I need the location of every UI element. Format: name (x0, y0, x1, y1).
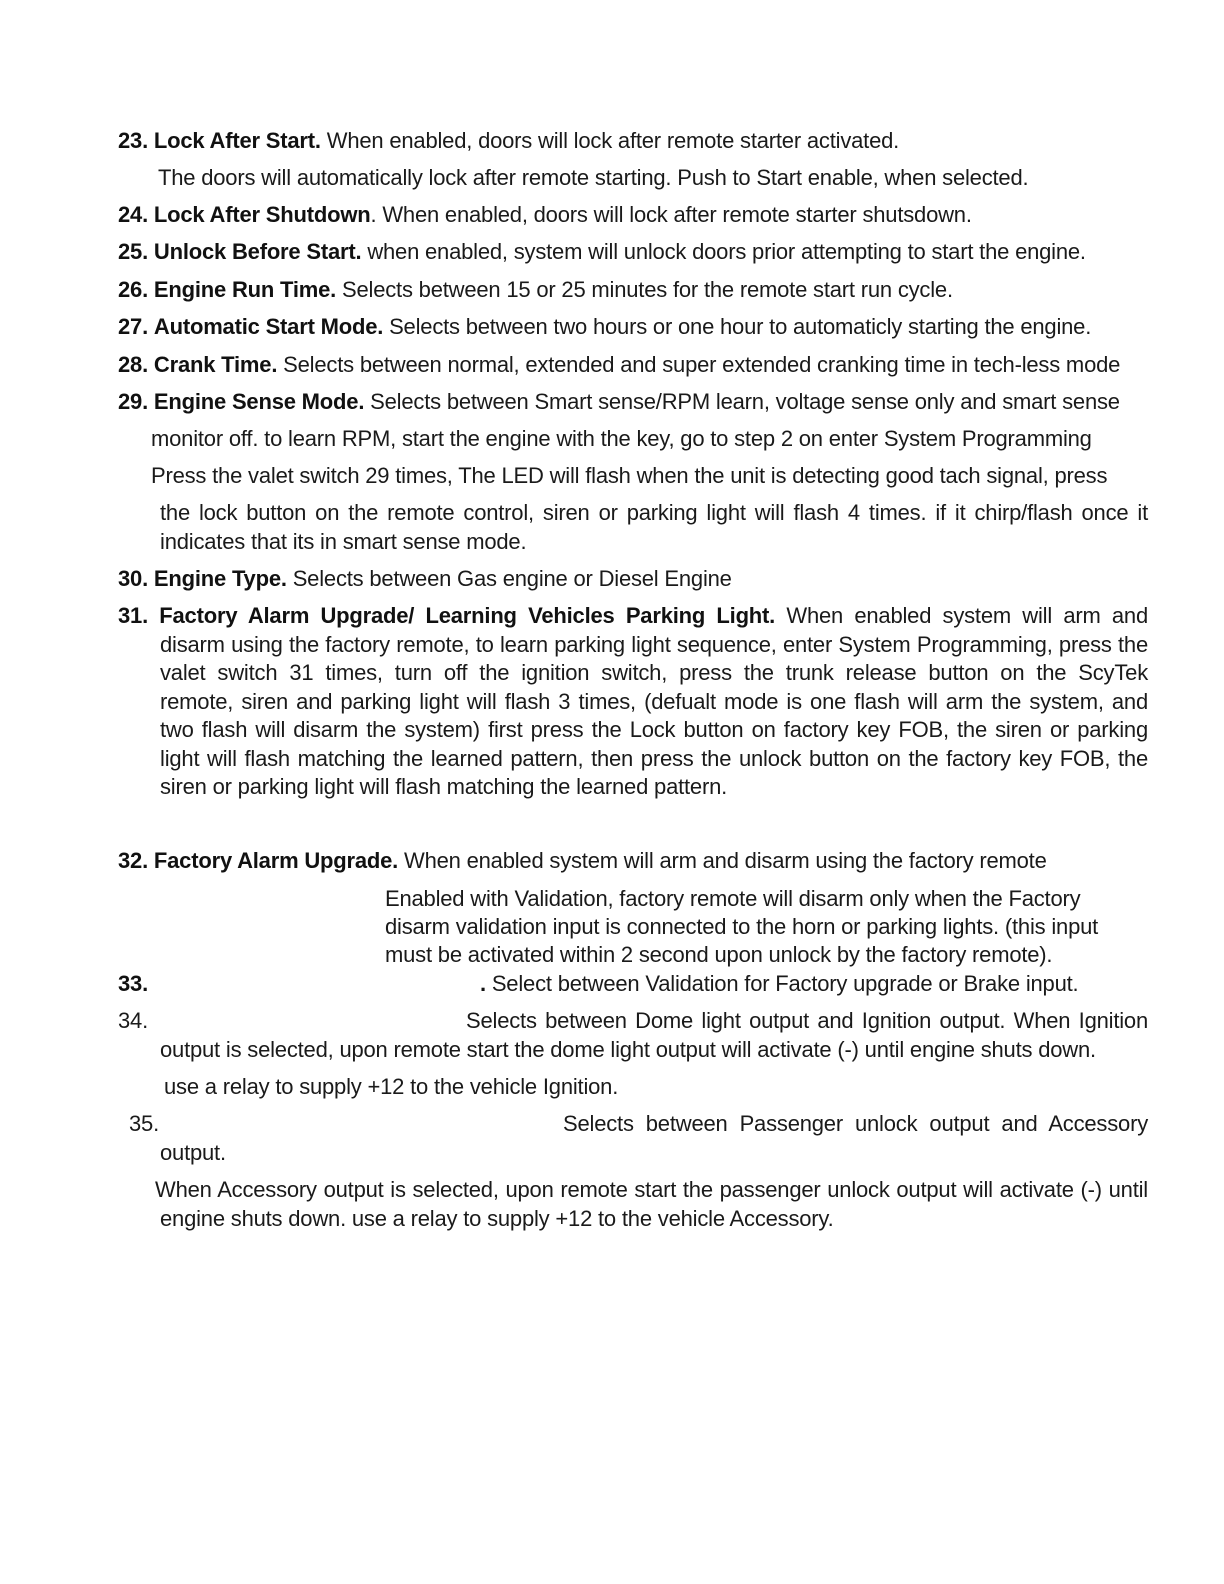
item-31-line-3: valet switch 31 times, turn off the ignition switch, press the trunk release button on the ScyTek (160, 660, 1148, 685)
item-32-number: 32. (118, 848, 148, 873)
item-29 (118, 388, 1120, 416)
item-26-number: 26. (118, 277, 148, 302)
item-27 (118, 313, 1091, 341)
item-26-title: Engine Run Time. (153, 277, 337, 302)
item-32-text: When enabled system will arm and disarm using the factory remote (398, 848, 1047, 873)
item-35-line-3: When Accessory output is selected, upon remote start the passenger unlock output will activate (-) until (155, 1177, 1148, 1202)
item-35-line-4: engine shuts down. use a relay to supply +12 to the vehicle Accessory. (160, 1206, 834, 1231)
item-25-title: Unlock Before Start. (153, 239, 362, 264)
item-31-line-7: siren or parking light will flash matching the learned pattern. (160, 774, 728, 799)
item-34-line-3: use a relay to supply +12 to the vehicle Ignition. (164, 1074, 619, 1099)
item-29-line-2: monitor off. to learn RPM, start the engine with the key, go to step 2 on enter System Programming (151, 426, 1092, 451)
item-31 (118, 602, 1148, 631)
item-23-continuation: The doors will automatically lock after remote starting. Push to Start enable, when selected. (158, 165, 1029, 190)
item-33 (480, 970, 1078, 998)
item-30-title: Engine Type. (153, 566, 287, 591)
item-33-number-text: 33. (118, 971, 148, 996)
item-29-line-5: indicates that its in smart sense mode. (160, 529, 527, 554)
item-30-number: 30. (118, 566, 148, 591)
item-27-number: 27. (118, 314, 148, 339)
item-24-text: . When enabled, doors will lock after remote starter shutsdown. (370, 202, 972, 227)
item-35-number: 35. (129, 1111, 159, 1136)
item-35-line-2: output. (160, 1140, 226, 1165)
item-33-dot: . (480, 971, 486, 996)
item-30-text: Selects between Gas engine or Diesel Engine (286, 566, 732, 591)
item-32-title: Factory Alarm Upgrade. (153, 848, 399, 873)
item-32 (118, 847, 1047, 875)
item-26 (118, 276, 953, 304)
item-29-text: Selects between Smart sense/RPM learn, voltage sense only and smart sense (364, 389, 1120, 414)
item-32-line-4: must be activated within 2 second upon unlock by the factory remote). (385, 942, 1053, 967)
item-24-number: 24. (118, 202, 148, 227)
item-30 (118, 565, 732, 593)
item-31-text: When enabled system will arm and (775, 603, 1148, 628)
item-26-text: Selects between 15 or 25 minutes for the remote start run cycle. (336, 277, 953, 302)
item-27-title: Automatic Start Mode. (153, 314, 384, 339)
item-29-line-4: the lock button on the remote control, siren or parking light will flash 4 times. if it chirp/flash once it (160, 500, 1148, 525)
item-33-text: Select between Validation for Factory upgrade or Brake input. (485, 971, 1079, 996)
item-23-text: When enabled, doors will lock after remote starter activated. (320, 128, 900, 153)
item-29-title: Engine Sense Mode. (153, 389, 365, 414)
item-34-number: 34. (118, 1008, 148, 1033)
item-32-line-2: Enabled with Validation, factory remote will disarm only when the Factory (385, 886, 1081, 911)
item-23-title: Lock After Start. (153, 128, 321, 153)
item-28-title: Crank Time. (153, 352, 278, 377)
item-31-line-4: remote, siren and parking light will flash 3 times, (defualt mode is one flash will arm the system, and (160, 689, 1148, 714)
item-31-number: 31. (118, 603, 148, 628)
item-28-number: 28. (118, 352, 148, 377)
item-25-number: 25. (118, 239, 148, 264)
item-24 (118, 201, 972, 229)
item-31-title: Factory Alarm Upgrade/ Learning Vehicles Parking Light. (159, 603, 776, 628)
item-32-line-3: disarm validation input is connected to the horn or parking lights. (this input (385, 914, 1099, 939)
item-34-line-2: output is selected, upon remote start the dome light output will activate (-) until engine shuts down. (160, 1037, 1096, 1062)
item-31-line-5: two flash will disarm the system) first press the Lock button on factory key FOB, the siren or parking (160, 717, 1148, 742)
item-24-title: Lock After Shutdown (153, 202, 371, 227)
item-28-text: Selects between normal, extended and super extended cranking time in tech-less mode (277, 352, 1121, 377)
item-31-line-2: disarm using the factory remote, to learn parking light sequence, enter System Programming, press the (160, 632, 1148, 657)
item-29-number: 29. (118, 389, 148, 414)
item-35-text: Selects between Passenger unlock output and Accessory (563, 1111, 1148, 1136)
item-25 (118, 238, 1086, 266)
item-34-text: Selects between Dome light output and Ignition output. When Ignition (466, 1008, 1148, 1033)
item-29-line-3: Press the valet switch 29 times, The LED will flash when the unit is detecting good tach signal, press (151, 463, 1108, 488)
item-23 (118, 127, 899, 155)
item-28 (118, 351, 1120, 379)
item-27-text: Selects between two hours or one hour to automaticly starting the engine. (383, 314, 1092, 339)
item-23-number: 23. (118, 128, 148, 153)
item-25-text: when enabled, system will unlock doors prior attempting to start the engine. (361, 239, 1086, 264)
item-31-line-6: light will flash matching the learned pattern, then press the unlock button on the factory key FOB, the (160, 746, 1148, 771)
item-33-number (118, 970, 148, 998)
